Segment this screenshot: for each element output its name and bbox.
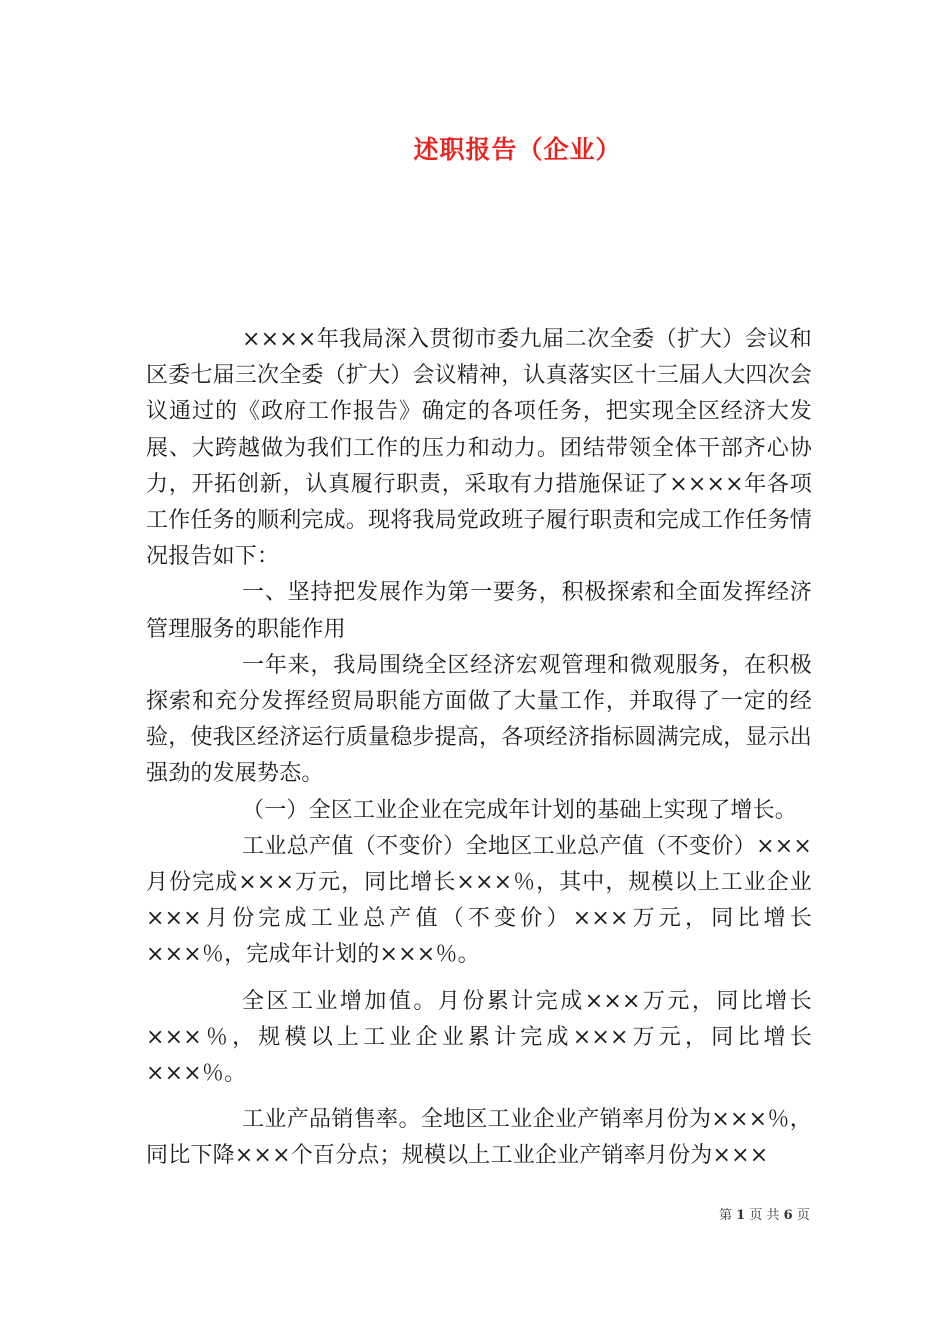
footer-total-pages: 6	[783, 1208, 793, 1223]
intro-paragraph: ××××年我局深入贯彻市委九届二次全委（扩大）会议和区委七届三次全委（扩大）会议精神，认真落实区十三届人大四次会议通过的《政府工作报告》确定的各项任务，把实现全区经济大发展、大跨越做为我们工作的压力和动力。团结带领全体干部齐心协力，开拓创新，认真履行职责，采取有力措施保证了××××年各项工作任务的顺利完成。现将我局党政班子履行职责和完成工作任务情况报告如下：	[146, 327, 813, 570]
footer-prefix: 第	[719, 1208, 733, 1223]
page-number-footer	[719, 1204, 810, 1223]
footer-middle: 页 共	[749, 1208, 780, 1223]
document-title: 述职报告（企业）	[413, 135, 622, 164]
industrial-added-value-paragraph: 全区工业增加值。月份累计完成×××万元，同比增长×××％，规模以上工业企业累计完成×××万元，同比增长×××％。	[146, 988, 812, 1087]
section-heading-1: 一、坚持把发展作为第一要务，积极探索和全面发挥经济管理服务的职能作用	[146, 580, 812, 642]
section-1-paragraph: 一年来，我局围绕全区经济宏观管理和微观服务，在积极探索和充分发挥经贸局职能方面做了大量工作，并取得了一定的经验，使我区经济运行质量稳步提高，各项经济指标圆满完成，显示出强劲的发展势态。	[146, 652, 813, 787]
footer-suffix: 页	[796, 1208, 810, 1223]
document-body	[146, 322, 812, 1175]
subsection-heading-1: （一）全区工业企业在完成年计划的基础上实现了增长。	[242, 797, 798, 823]
industrial-output-paragraph: 工业总产值（不变价）全地区工业总产值（不变价）×××月份完成×××万元，同比增长×××％，其中，规模以上工业企业×××月份完成工业总产值（不变价）×××万元，同比增长×××％，完成年计划的×××％。	[146, 833, 812, 968]
footer-current-page: 1	[736, 1208, 746, 1223]
sales-rate-paragraph: 工业产品销售率。全地区工业企业产销率月份为×××％，同比下降×××个百分点；规模以上工业企业产销率月份为×××	[146, 1107, 812, 1169]
